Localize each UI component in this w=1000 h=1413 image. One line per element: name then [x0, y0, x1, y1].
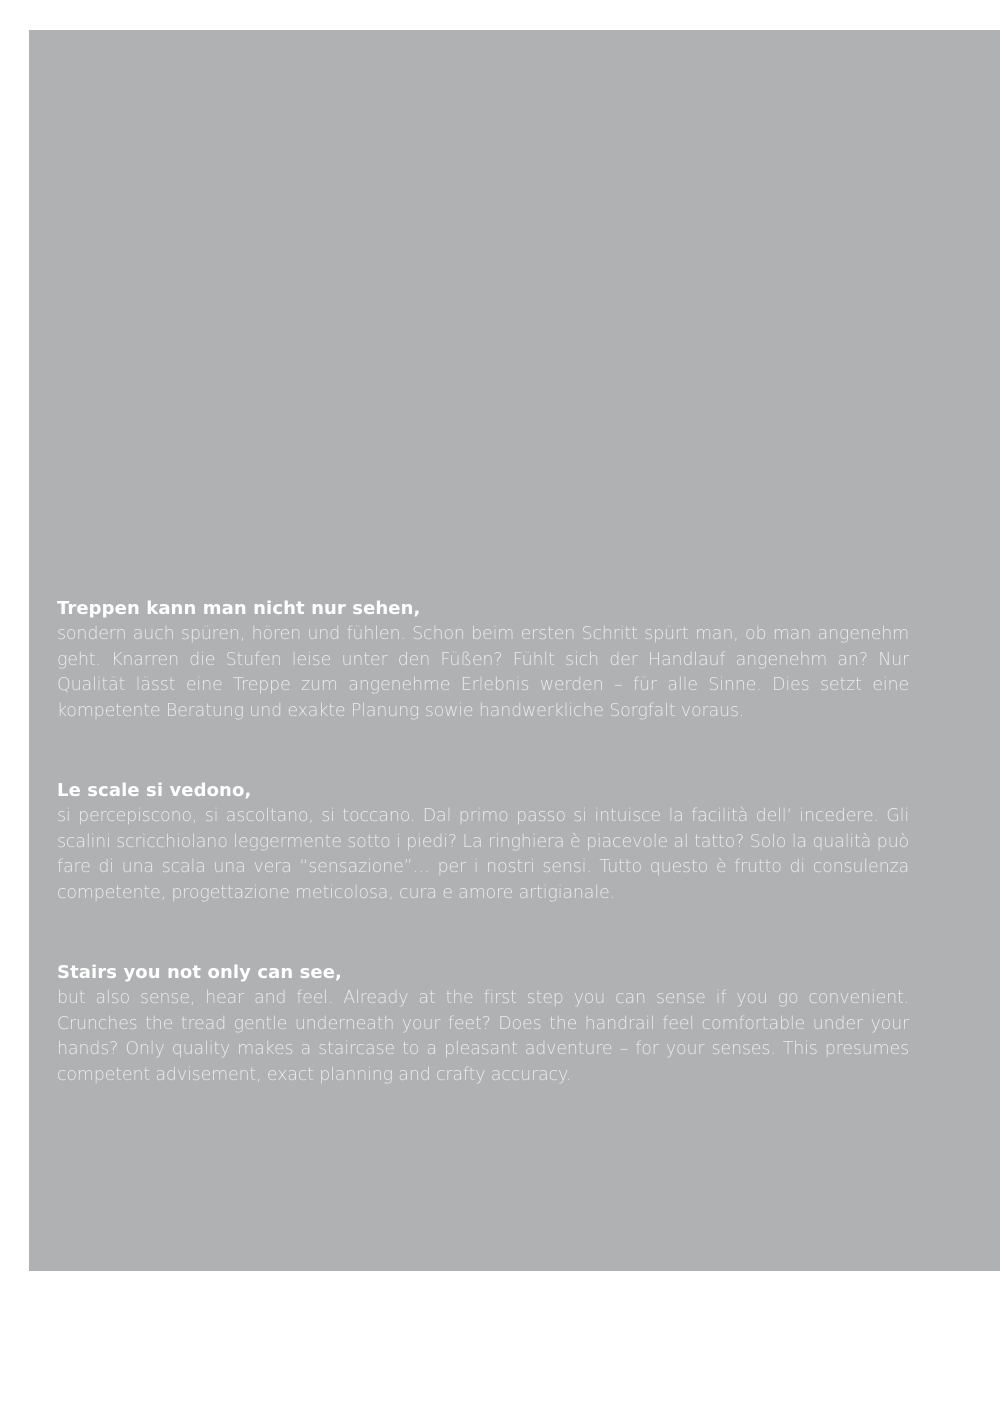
- section-italian: [57, 778, 909, 906]
- section-heading-italian: Le scale si vedono,: [57, 780, 252, 801]
- section-text-italian: si percepiscono, si ascoltano, si toccano. Dal primo passo si intuisce la facilità dell‘ incedere. Gli scalini scricchiolano leggermente sotto i piedi? La ringhiera è piacevole al tatto? Solo la qualità può fare di una scala una vera “sensazione”… per i nostri sensi. Tutto questo è frutto di consulenza competente, progettazione meticolosa, cura e amore artigianale.: [57, 806, 909, 903]
- section-heading-english: Stairs you not only can see,: [57, 962, 342, 983]
- section-english: [57, 960, 909, 1088]
- section-german: [57, 596, 909, 724]
- section-text-english: but also sense, hear and feel. Already at the first step you can sense if you go convenient. Crunches the tread gentle underneath your feet? Does the handrail feel comfortable under your hands? Only quality makes a staircase to a pleasant adventure – for your senses. This presumes competent advisement, exact planning and crafty accuracy.: [57, 988, 909, 1085]
- section-heading-german: Treppen kann man nicht nur sehen,: [57, 598, 421, 619]
- section-text-german: sondern auch spüren, hören und fühlen. Schon beim ersten Schritt spürt man, ob man angenehm geht. Knarren die Stufen leise unter den Füßen? Fühlt sich der Handlauf angenehm an? Nur Qualität lässt eine Treppe zum angenehme Erlebnis werden – für alle Sinne. Dies setzt eine kompetente Beratung und exakte Planung sowie handwerkliche Sorgfalt voraus.: [57, 624, 909, 721]
- text-content: [57, 596, 909, 1142]
